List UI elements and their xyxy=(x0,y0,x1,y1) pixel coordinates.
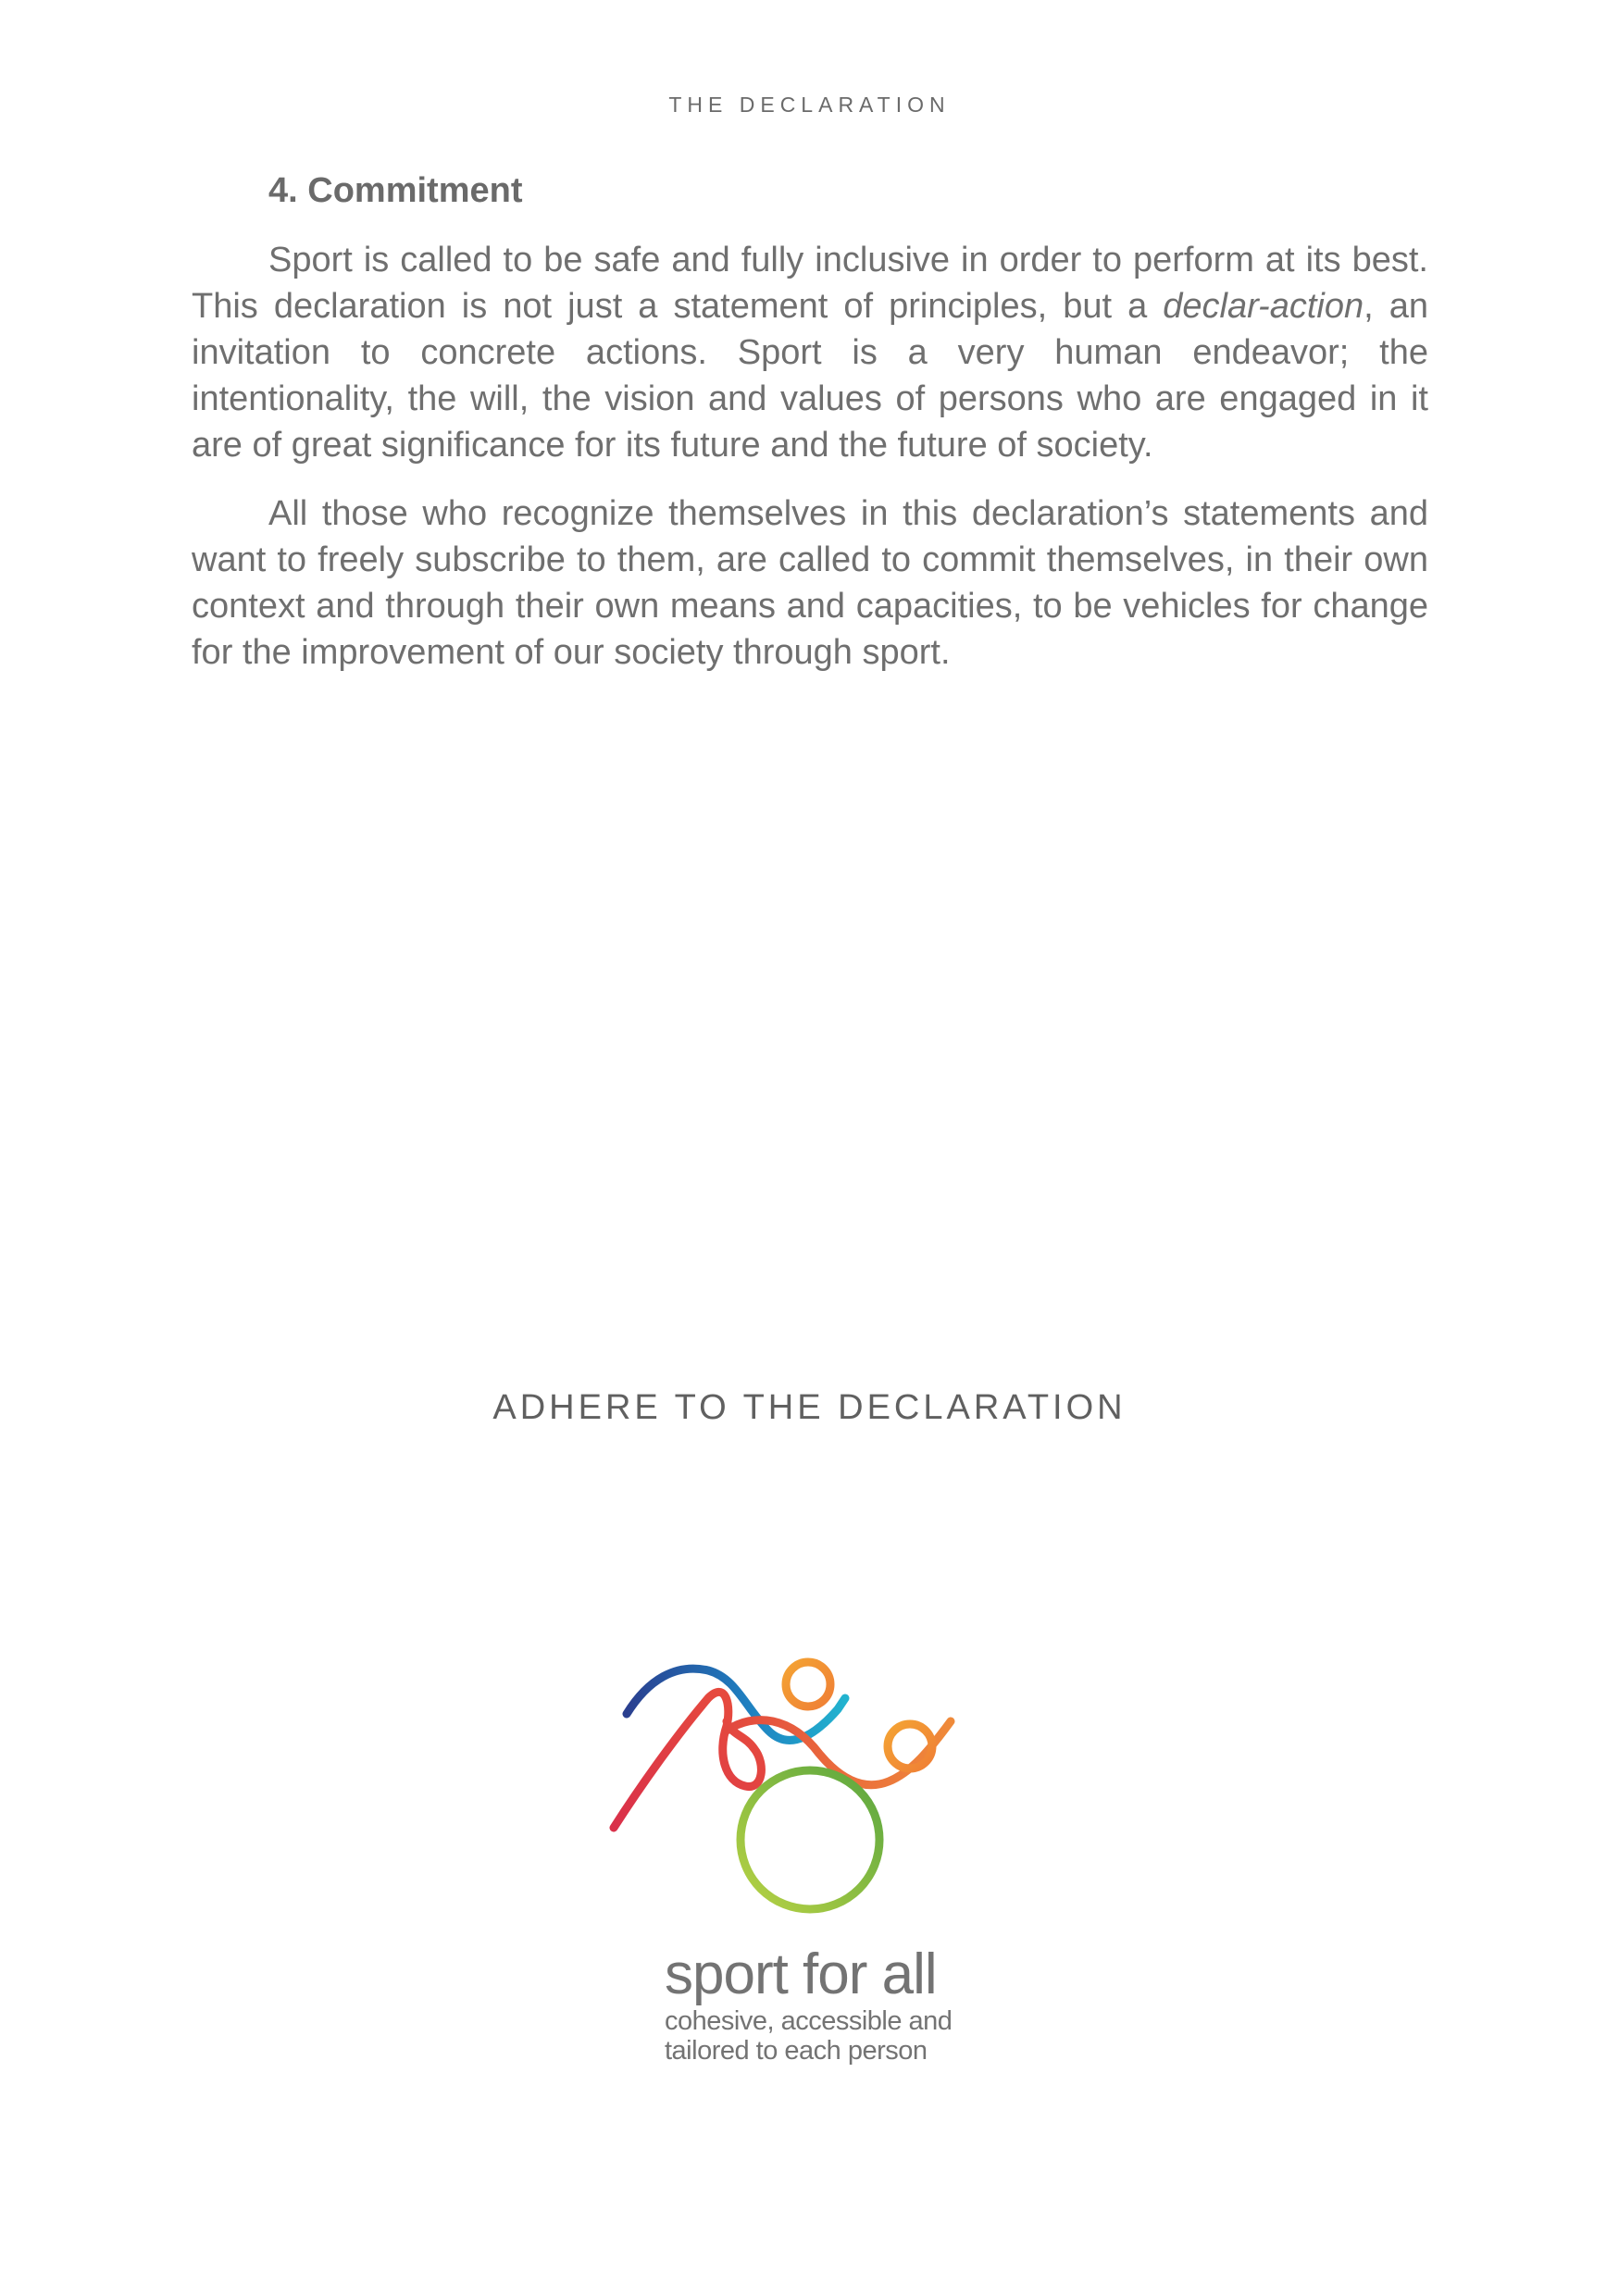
logo-tagline-line-1: cohesive, accessible and xyxy=(665,2006,953,2036)
paragraph-2: All those who recognize themselves in this declaration’s statements and want to freely subscribe to them, are called to commit themselves, in their own context and through their own means and capacities, to be vehicles for change for the improvement of our society through sport. xyxy=(192,494,1428,672)
logo-tagline-line-2: tailored to each person xyxy=(665,2036,928,2066)
logo-head-2 xyxy=(888,1724,932,1769)
logo-wordmark xyxy=(665,1943,1053,2066)
paragraph-1-text-a: Sport is called to be safe and fully inclusive in order to perform at its best. This declaration is not just a statement of principles, but a xyxy=(192,241,1428,326)
section-heading: 4. Commitment xyxy=(268,171,523,210)
logo-name: sport for all xyxy=(665,1942,937,2006)
section-commitment xyxy=(192,165,1428,698)
running-header: THE DECLARATION xyxy=(668,93,951,117)
paragraph-1 xyxy=(192,237,1428,468)
logo-green-wheel xyxy=(741,1770,879,1909)
paragraph-1-text-b: , an invitation to concrete actions. Sport is a very human endeavor; the intentionality, the will, the vision and values of persons who are engaged in it are of great significance for its future and the future of society. xyxy=(192,287,1428,465)
paragraph-1-italic-term: declar-action xyxy=(1163,287,1364,326)
adhere-declaration-link[interactable]: ADHERE TO THE DECLARATION xyxy=(492,1388,1127,1427)
sport-for-all-logo-icon xyxy=(606,1643,1014,1939)
logo-red-figure xyxy=(614,1692,761,1828)
logo-head-1 xyxy=(786,1662,830,1706)
